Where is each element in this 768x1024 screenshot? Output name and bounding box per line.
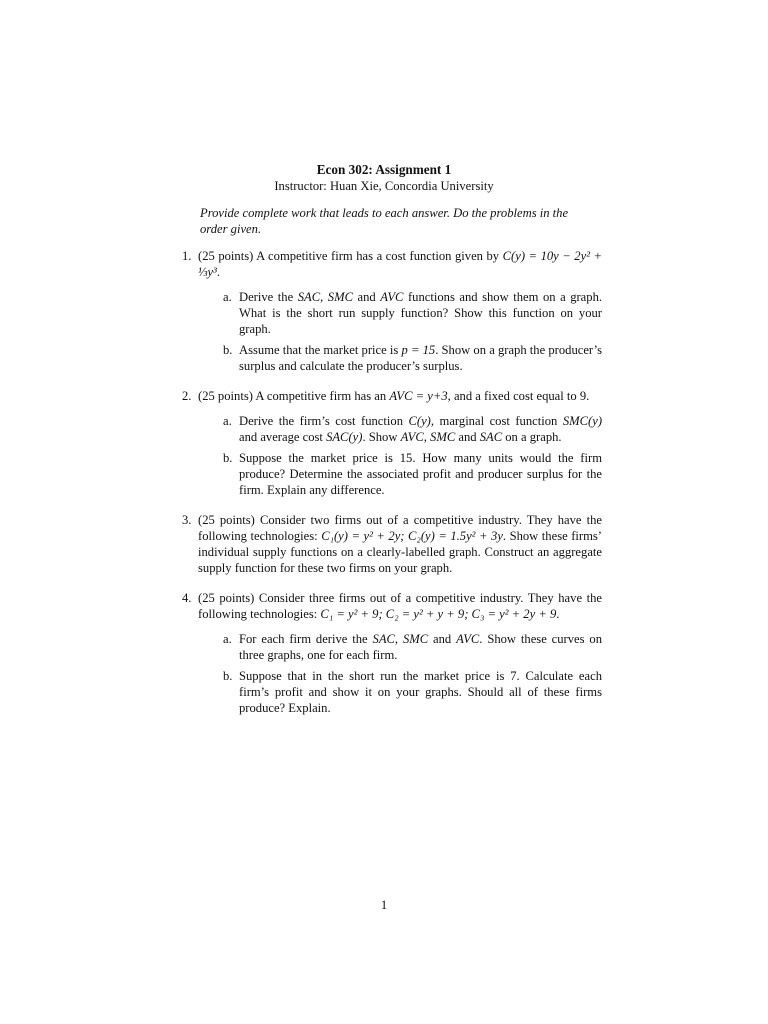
problem-list: [172, 248, 602, 730]
part-text: on a graph.: [502, 430, 562, 444]
problem-1-part-b: [211, 342, 602, 374]
problem-2-part-b: [211, 450, 602, 498]
math-expression: SMC(y): [562, 414, 603, 428]
problem-number: 4.: [182, 591, 192, 605]
problem-4-part-b: [211, 668, 602, 716]
problem-text: (25 points) A competitive firm has a cost function given by: [198, 249, 503, 263]
math-expression: AVC: [380, 290, 404, 304]
problem-number: 2.: [182, 389, 192, 403]
part-text: Suppose that in the short run the market price is 7. Calculate each firm’s profit and show it on your graphs. Should all of these firms produce? Explain.: [239, 669, 602, 715]
part-text: functions and show them on a graph. What is the short run supply function? Show this function on your graph.: [239, 290, 603, 336]
problem-number: 1.: [182, 249, 192, 263]
part-text: Derive the: [239, 290, 298, 304]
part-text: For each firm derive the: [239, 632, 373, 646]
math-expression: SAC, SMC: [372, 632, 429, 646]
part-text: and average cost: [239, 430, 327, 444]
part-text: and: [353, 290, 381, 304]
math-expression: AVC: [456, 632, 480, 646]
part-text: . Show on a graph the producer’s surplus and calculate the producer’s surplus.: [239, 343, 602, 373]
problem-text: (25 points) Consider two firms out of a competitive industry. They have the following technologies:: [198, 513, 602, 543]
problem-1: [172, 248, 602, 374]
part-label: b.: [223, 669, 233, 683]
part-list: [198, 413, 602, 498]
problem-text: , and a fixed cost equal to 9.: [447, 389, 590, 403]
math-expression: C(y) = 10y − 2y² + ⅓y³: [198, 249, 603, 279]
math-expression: C₁(y) = y² + 2y; C₂(y) = 1.5y² + 3y: [321, 529, 503, 543]
math-expression: SAC, SMC: [297, 290, 353, 304]
part-text: . Show: [362, 430, 401, 444]
part-text: and: [455, 430, 480, 444]
part-label: b.: [223, 451, 233, 465]
math-expression: p = 15: [401, 343, 436, 357]
part-label: a.: [223, 632, 232, 646]
math-expression: SAC: [479, 430, 503, 444]
part-text: Assume that the market price is: [239, 343, 402, 357]
math-expression: SAC(y): [326, 430, 363, 444]
math-expression: C(y): [408, 414, 431, 428]
math-expression: C₁ = y² + 9; C₂ = y² + y + 9; C₃ = y² + 2y + 9: [320, 607, 557, 621]
document-subtitle: Instructor: Huan Xie, Concordia University: [274, 179, 494, 193]
problem-2-part-a: [211, 413, 602, 445]
part-list: [198, 631, 602, 716]
problem-text: . Show these firms’ individual supply functions on a clearly-labelled graph. Construct an aggregate supply function for these two firms on your graph.: [198, 529, 602, 575]
part-text: . Show these curves on three graphs, one for each firm.: [239, 632, 603, 662]
part-text: Derive the firm’s cost function: [239, 414, 409, 428]
problem-4: [172, 590, 602, 716]
math-expression: AVC, SMC: [400, 430, 456, 444]
problem-number: 3.: [182, 513, 192, 527]
part-text: and: [428, 632, 457, 646]
instructions-text: Provide complete work that leads to each answer. Do the problems in the order given.: [200, 206, 569, 236]
problem-1-part-a: [211, 289, 602, 337]
problem-3: [172, 512, 602, 576]
problem-4-part-a: [211, 631, 602, 663]
part-text: , marginal cost function: [430, 414, 563, 428]
math-expression: AVC = y+3: [389, 389, 448, 403]
problem-text: (25 points) A competitive firm has an: [198, 389, 390, 403]
part-label: a.: [223, 414, 232, 428]
page-number: 1: [380, 898, 388, 912]
problem-2: [172, 388, 602, 498]
problem-text: .: [556, 607, 560, 621]
part-list: [198, 289, 602, 374]
problem-text: (25 points) Consider three firms out of a competitive industry. They have the following technologies:: [198, 591, 602, 621]
part-label: a.: [223, 290, 232, 304]
part-text: Suppose the market price is 15. How many units would the firm produce? Determine the associated profit and producer surplus for the firm. Explain any difference.: [239, 451, 602, 497]
problem-text: .: [216, 265, 220, 279]
document-title: Econ 302: Assignment 1: [316, 162, 452, 177]
part-label: b.: [223, 343, 233, 357]
